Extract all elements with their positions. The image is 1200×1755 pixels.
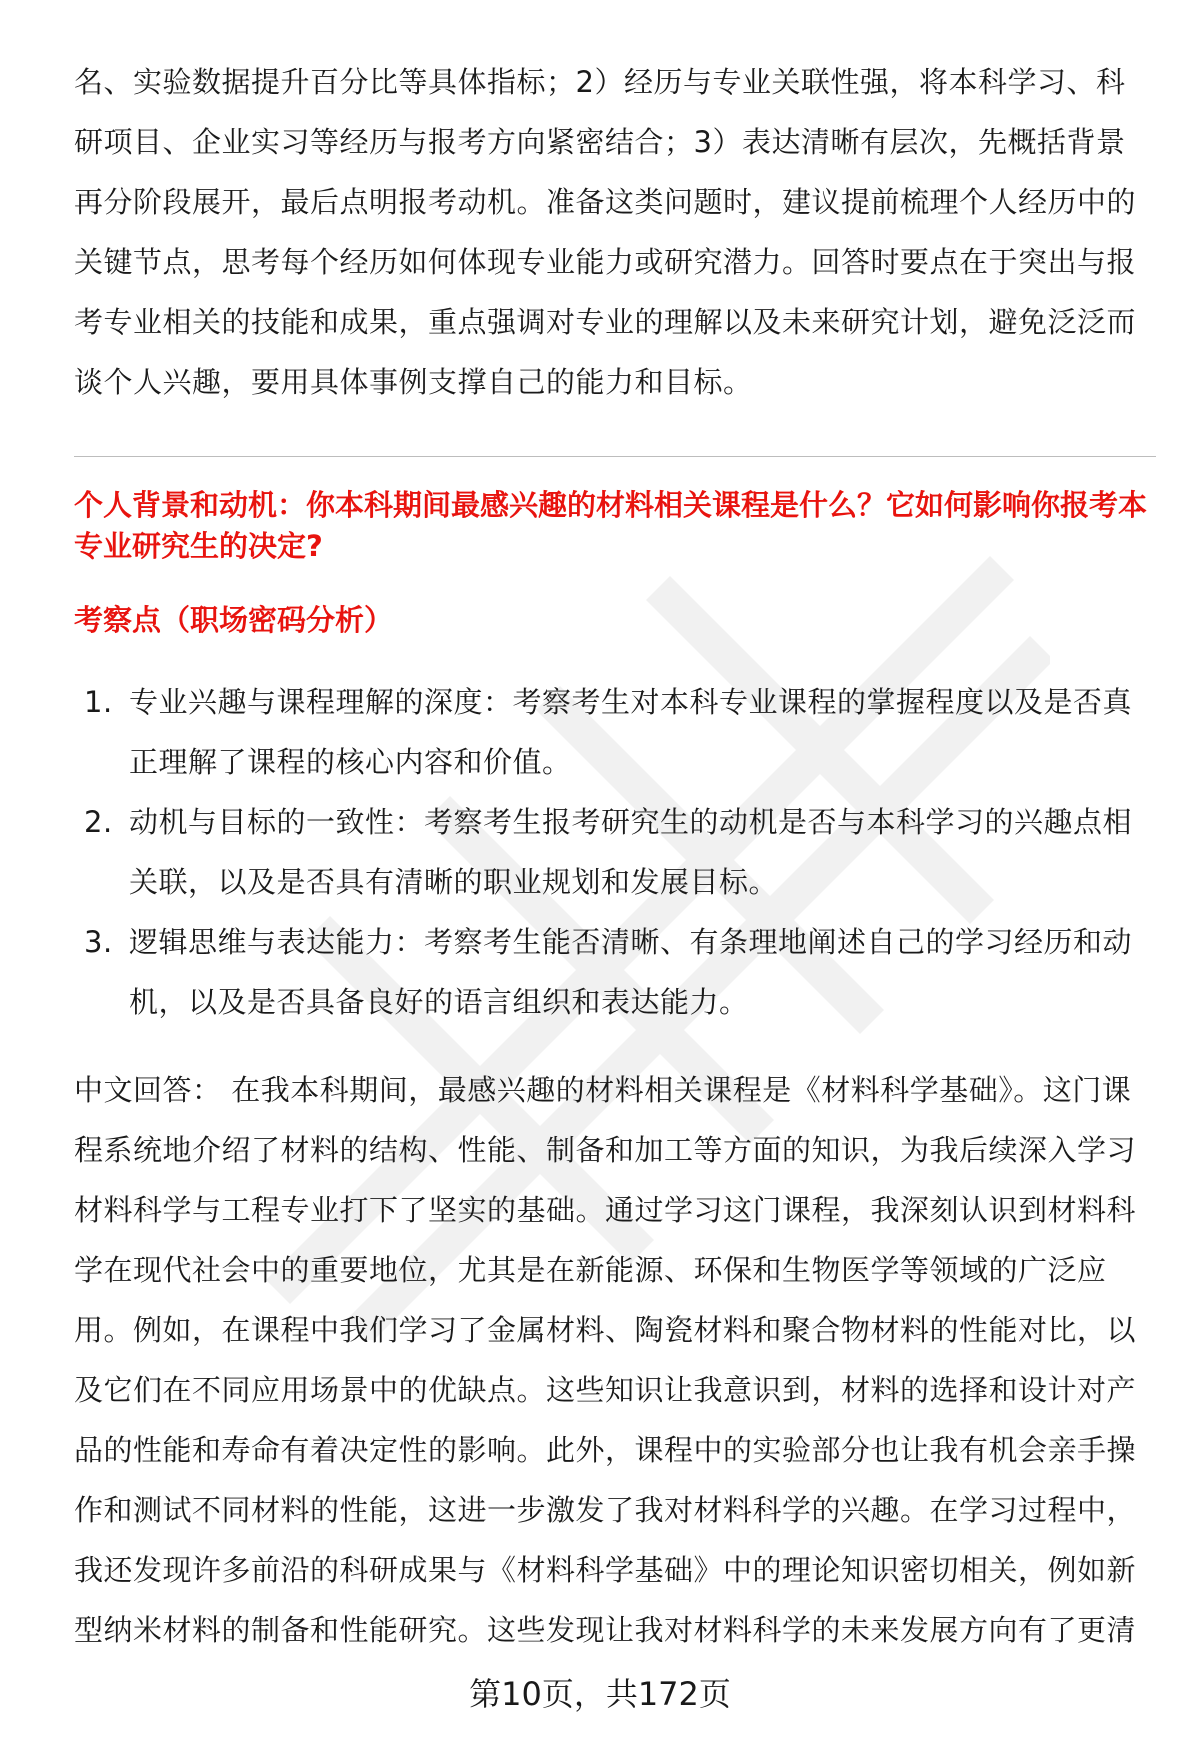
page-number-footer: 第10页，共172页 <box>469 1675 731 1713</box>
list-item-number: 2. <box>84 805 113 839</box>
list-item-number: 1. <box>84 685 113 719</box>
answer-paragraph: 中文回答： 在我本科期间，最感兴趣的材料相关课程是《材料科学基础》。这门课程系统地介绍了材料的结构、性能、制备和加工等方面的知识，为我后续深入学习材料科学与工程专业打下了坚实的基础。通过学习这门课程，我深刻认识到材料科学在现代社会中的重要地位，尤其是在新能源、环保和生物医学等领域的广泛应用。例如，在课程中我们学习了金属材料、陶瓷材料和聚合物材料的性能对比，以及它们在不同应用场景中的优缺点。这些知识让我意识到，材料的选择和设计对产品的性能和寿命有着决定性的影响。此外，课程中的实验部分也让我有机会亲手操作和测试不同材料的性能，这进一步激发了我对材料科学的兴趣。在学习过程中，我还发现许多前沿的科研成果与《材料科学基础》中的理论知识密切相关，例如新型纳米材料的制备和性能研究。这些发现让我对材料科学的未来发展方向有了更清 <box>74 1073 1137 1647</box>
list-item-number: 3. <box>84 925 113 959</box>
list-item-text: 专业兴趣与课程理解的深度：考察考生对本科专业课程的掌握程度以及是否真正理解了课程的核心内容和价值。 <box>129 685 1133 779</box>
list-item <box>74 672 1154 792</box>
list-item <box>74 912 1154 1032</box>
intro-paragraph: 名、实验数据提升百分比等具体指标；2）经历与专业关联性强，将本科学习、科研项目、企业实习等经历与报考方向紧密结合；3）表达清晰有层次，先概括背景再分阶段展开，最后点明报考动机。准备这类问题时，建议提前梳理个人经历中的关键节点，思考每个经历如何体现专业能力或研究潜力。回答时要点在于突出与报考专业相关的技能和成果，重点强调对专业的理解以及未来研究计划，避免泛泛而谈个人兴趣，要用具体事例支撑自己的能力和目标。 <box>74 65 1137 399</box>
section-divider <box>74 456 1156 457</box>
question-heading: 个人背景和动机：你本科期间最感兴趣的材料相关课程是什么？它如何影响你报考本专业研究生的决定? <box>74 488 1148 563</box>
list-item-text: 逻辑思维与表达能力：考察考生能否清晰、有条理地阐述自己的学习经历和动机，以及是否具备良好的语言组织和表达能力。 <box>129 925 1133 1019</box>
list-item-text: 动机与目标的一致性：考察考生报考研究生的动机是否与本科学习的兴趣点相关联，以及是否具有清晰的职业规划和发展目标。 <box>129 805 1133 899</box>
exam-points-heading: 考察点（职场密码分析） <box>74 603 394 637</box>
list-item <box>74 792 1154 912</box>
exam-points-list <box>74 672 1154 1032</box>
